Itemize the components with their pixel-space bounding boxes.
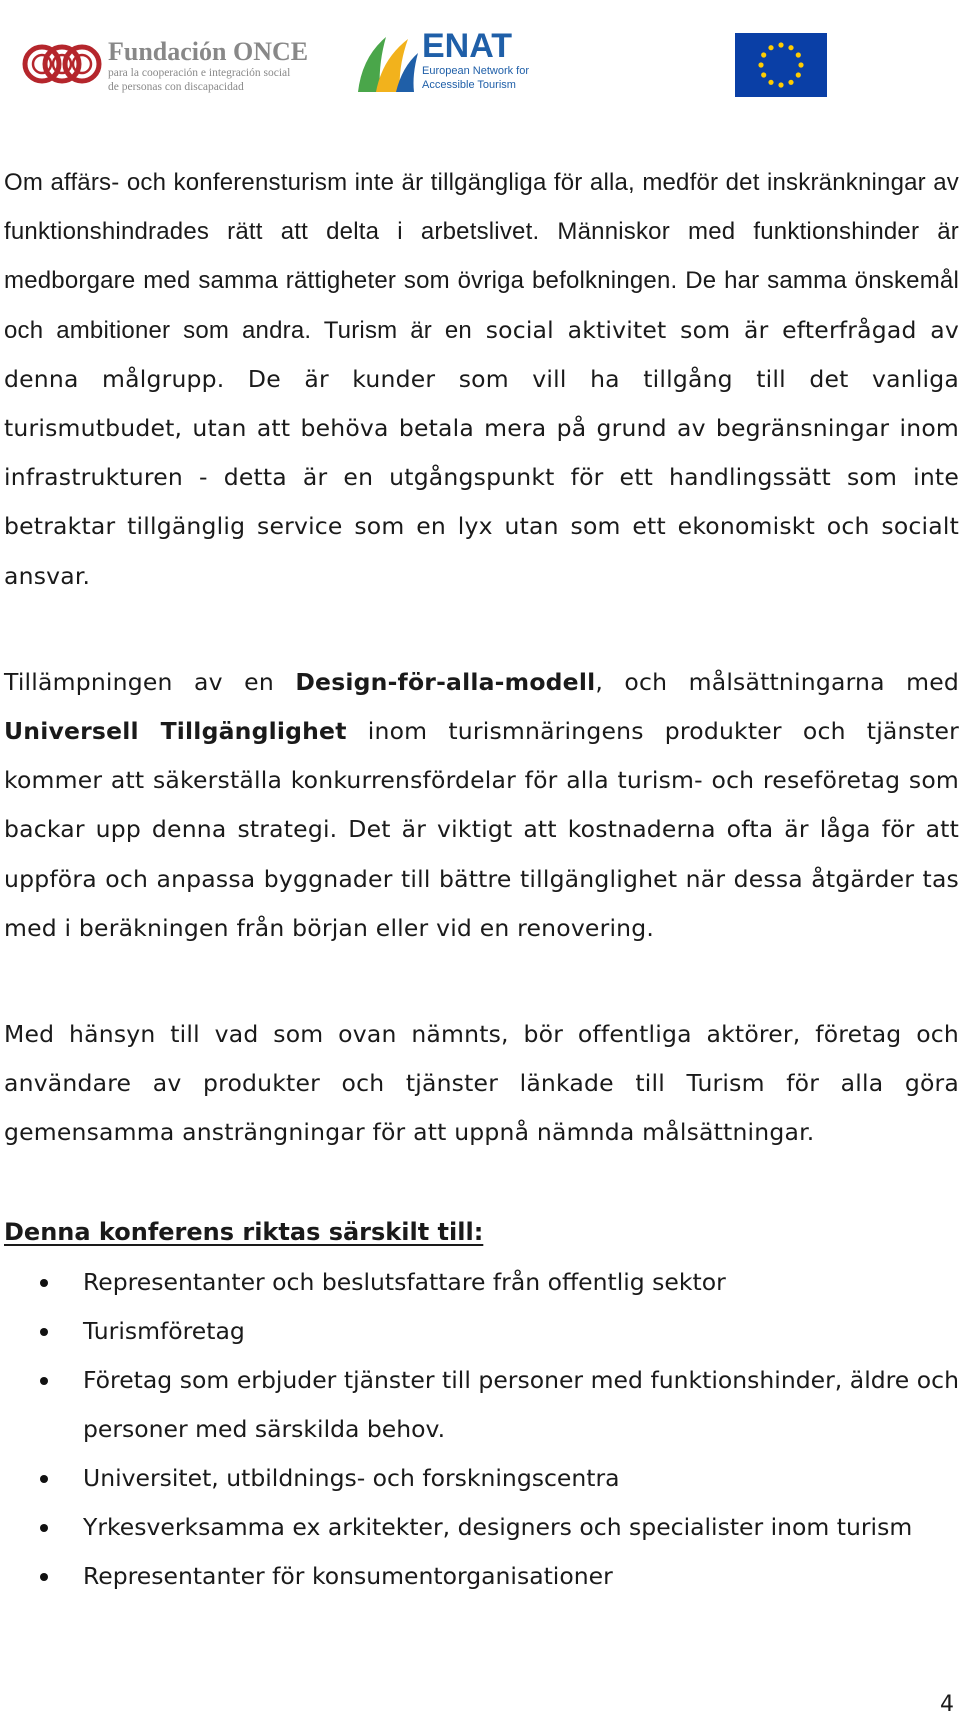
enat-logo bbox=[356, 17, 536, 99]
header-logos bbox=[0, 0, 960, 120]
paragraph-design-text-3: inom turismnäringens produkter och tjänster kommer att säkerställa konkurrensfördelar för alla turism- och reseföretag som backar upp denna strategi. Det är viktigt att kostnaderna ofta är låga för att uppföra och anpassa byggnader till bättre tillgänglighet när dessa åtgärder tas med i beräkningen från början eller vid en renovering. bbox=[4, 717, 959, 942]
design-for-all-term: Design-för-alla-modell bbox=[295, 667, 596, 696]
bullet-icon bbox=[40, 1524, 48, 1532]
audience-list-item bbox=[4, 1503, 959, 1552]
bullet-icon bbox=[40, 1377, 48, 1385]
paragraph-design-for-all bbox=[4, 658, 959, 953]
paragraph-design-text-2: , och målsättningarna med bbox=[595, 667, 959, 696]
fundacion-once-logo bbox=[20, 30, 309, 105]
audience-item-text: Yrkesverksamma ex arkitekter, designers och specialister inom turism bbox=[83, 1512, 913, 1541]
audience-item-text: Representanter för konsumentorganisationer bbox=[83, 1561, 613, 1590]
audience-list-item bbox=[4, 1454, 959, 1503]
fundacion-once-tagline-2: de personas con discapacidad bbox=[108, 81, 244, 93]
enat-tagline-2: Accessible Tourism bbox=[422, 79, 516, 91]
bullet-icon bbox=[40, 1279, 48, 1287]
universal-accessibility-term: Universell Tillgänglighet bbox=[4, 717, 347, 746]
paragraph-intro-part-1: Om affärs- och konferensturism inte är tillgängliga för alla, medför det inskränkningar av funktionshindrades rätt att delta i arbetslivet. Människor med funktionshinder är medborgare med samma rättigheter som övriga befolkningen. De har samma önskemål och ambitioner som andra. Turism är en bbox=[4, 169, 959, 344]
audience-list-item bbox=[4, 1356, 959, 1454]
audience-list-item bbox=[4, 1258, 959, 1307]
enat-name: ENAT bbox=[422, 27, 513, 65]
paragraph-intro-part-2: social aktivitet som är efterfrågad av denna målgrupp. De är kunder som vill ha tillgång till det vanliga turismutbudet, utan att behöva betala mera på grund av begränsningar inom infrastrukturen - detta är en utgångspunkt för ett handlingssätt som inte betraktar tillgänglig service som en lyx utan som ett ekonomiskt och socialt ansvar. bbox=[4, 315, 959, 590]
bullet-icon bbox=[40, 1328, 48, 1336]
paragraph-joint-efforts-text: Med hänsyn till vad som ovan nämnts, bör offentliga aktörer, företag och användare av produkter och tjänster länkade till Turism för alla göra gemensamma ansträngningar för att uppnå nämnda målsättningar. bbox=[4, 1020, 959, 1147]
audience-item-text: Universitet, utbildnings- och forskningscentra bbox=[83, 1463, 620, 1492]
enat-tagline-1: European Network for bbox=[422, 65, 529, 77]
document-body bbox=[4, 158, 959, 1601]
bullet-icon bbox=[40, 1573, 48, 1581]
paragraph-joint-efforts bbox=[4, 1010, 959, 1158]
paragraph-design-text-1: Tillämpningen av en bbox=[4, 667, 274, 696]
audience-item-text: Representanter och beslutsfattare från offentlig sektor bbox=[83, 1267, 726, 1296]
audience-item-text: Turismföretag bbox=[83, 1316, 245, 1345]
bullet-icon bbox=[40, 1475, 48, 1483]
audience-heading: Denna konferens riktas särskilt till: bbox=[4, 1217, 484, 1246]
page-number: 4 bbox=[940, 1692, 954, 1717]
audience-item-text: Företag som erbjuder tjänster till personer med funktionshinder, äldre och personer med särskilda behov. bbox=[83, 1365, 959, 1443]
audience-list-item bbox=[4, 1307, 959, 1356]
fundacion-once-name: Fundación ONCE bbox=[108, 37, 309, 66]
audience-list-item bbox=[4, 1552, 959, 1601]
eu-flag-icon bbox=[735, 33, 827, 97]
fundacion-once-tagline-1: para la cooperación e integración social bbox=[108, 67, 291, 79]
audience-list bbox=[4, 1258, 959, 1601]
paragraph-intro bbox=[4, 158, 959, 601]
